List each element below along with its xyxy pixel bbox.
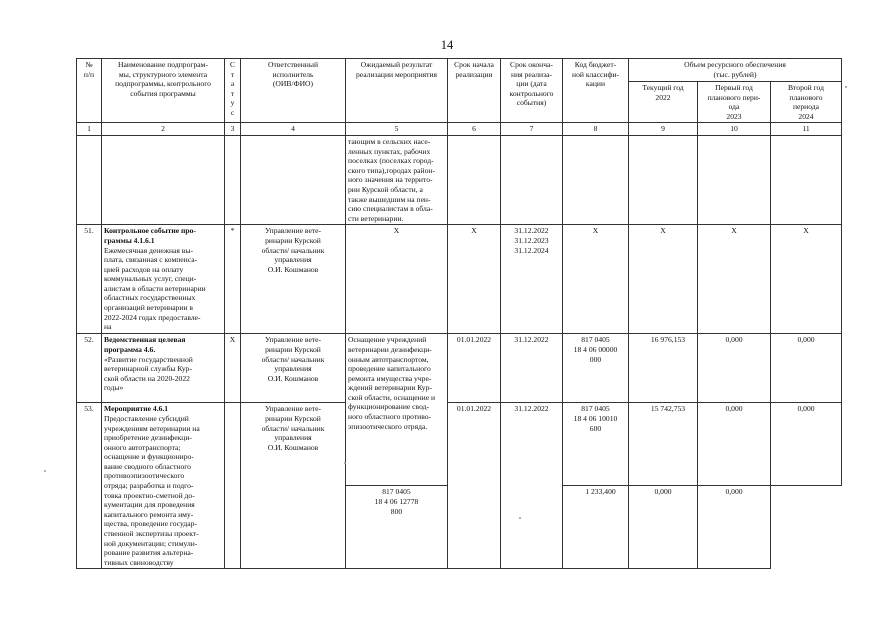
column-number: 4 bbox=[241, 123, 346, 136]
row-start-date: X bbox=[448, 225, 501, 334]
table-row bbox=[77, 334, 842, 403]
header-year-2023: Первый год планового пери- ода 2023 bbox=[698, 82, 771, 123]
column-number: 9 bbox=[629, 123, 698, 136]
row-end-date: 31.12.2022 bbox=[501, 334, 563, 403]
row-status bbox=[225, 135, 241, 224]
row-amount-2023: 0,000 bbox=[698, 403, 771, 486]
column-number: 11 bbox=[771, 123, 842, 136]
row-name: Ежемесячная денежная вы- плата, связанная с компенса- цией расходов на оплату коммунальных услуг, специ- алистам в области ветеринарии областных государственных организаций ветеринарии в 2022-2024 годах предоставле- на bbox=[104, 245, 206, 332]
column-number: 6 bbox=[448, 123, 501, 136]
header-start-date: Срок начала реализации bbox=[448, 59, 501, 123]
row-name-cell bbox=[102, 225, 225, 334]
row-budget-code: 817 0405 18 4 06 12778 800 bbox=[346, 486, 448, 569]
header-end-date: Срок оконча- ния реализа- ции (дата контрольного события) bbox=[501, 59, 563, 123]
row-expected-result: тающим в сельских насе- ленных пунктах, рабочих поселках (поселках город- ского типа),городах район- ного значения на террито- рии Курской области, а также вышедшим на пен- сию специалистам в обла- сти ветеринарии. bbox=[346, 135, 448, 224]
row-number: 51. bbox=[77, 225, 102, 334]
row-status bbox=[225, 403, 241, 569]
row-amount-2023: 0,000 bbox=[629, 486, 698, 569]
row-start-date: 01.01.2022 bbox=[448, 334, 501, 403]
column-number: 5 bbox=[346, 123, 448, 136]
row-amount-2022: 1 233,400 bbox=[563, 486, 629, 569]
scan-speck bbox=[845, 86, 847, 88]
scan-speck bbox=[44, 470, 46, 472]
column-number: 3 bbox=[225, 123, 241, 136]
row-name-title: Мероприятие 4.6.1 bbox=[104, 404, 169, 414]
row-amount-2024: 0,000 bbox=[771, 403, 842, 486]
row-budget-code: X bbox=[563, 225, 629, 334]
row-amount-2024 bbox=[771, 135, 842, 224]
header-executor: Ответственный исполнитель (ОИВ/ФИО) bbox=[241, 59, 346, 123]
table-row bbox=[77, 225, 842, 334]
row-number: 52. bbox=[77, 334, 102, 403]
row-amount-2022: 16 976,153 bbox=[629, 334, 698, 403]
row-budget-code: 817 0405 18 4 06 10010 600 bbox=[563, 403, 629, 486]
row-amount-2022: X bbox=[629, 225, 698, 334]
table-row bbox=[77, 135, 842, 224]
table-header-row bbox=[77, 59, 842, 82]
row-amount-2024: 0,000 bbox=[771, 334, 842, 403]
header-name: Наименование подпрограм- мы, структурного элемента подпрограммы, контрольного события программы bbox=[102, 59, 225, 123]
row-budget-code bbox=[563, 135, 629, 224]
table-row bbox=[77, 403, 842, 486]
page-number: 14 bbox=[440, 38, 454, 52]
row-amount-2022 bbox=[629, 135, 698, 224]
column-numbers-row bbox=[77, 123, 842, 136]
row-executor: Управление вете- ринарии Курской области/ начальник управления О.И. Кошманов bbox=[241, 334, 346, 403]
row-number: 53. bbox=[77, 403, 102, 569]
row-status: * bbox=[225, 225, 241, 334]
header-status: С т а т у с bbox=[225, 59, 241, 123]
row-end-date: 31.12.2022 31.12.2023 31.12.2024 bbox=[501, 225, 563, 334]
row-amount-2022: 15 742,753 bbox=[629, 403, 698, 486]
row-amount-2023: 0,000 bbox=[698, 334, 771, 403]
row-name-cell bbox=[102, 334, 225, 403]
program-plan-table bbox=[76, 58, 842, 569]
row-amount-2023: X bbox=[698, 225, 771, 334]
row-start-date: 01.01.2022 bbox=[448, 403, 501, 569]
column-number: 2 bbox=[102, 123, 225, 136]
row-end-date bbox=[501, 135, 563, 224]
column-number: 10 bbox=[698, 123, 771, 136]
header-expected-result: Ожидаемый результат реализации мероприятия bbox=[346, 59, 448, 123]
row-number bbox=[77, 135, 102, 224]
row-start-date bbox=[448, 135, 501, 224]
column-number: 1 bbox=[77, 123, 102, 136]
row-expected-result: Оснащение учреждений ветеринарии дезинфекци- онным автотранспортом, проведение капитального ремонта имущества учре- ждений ветеринарии Кур- ской области, оснащение и функционирование свод- ного областного противо- эпизоотического отряда. bbox=[346, 334, 448, 486]
scan-speck bbox=[344, 462, 346, 464]
header-resource-group: Объем ресурсного обеспечения (тыс. рублей) bbox=[629, 59, 842, 82]
row-executor: Управление вете- ринарии Курской области/ начальник управления О.И. Кошманов bbox=[241, 225, 346, 334]
header-number: № п/п bbox=[77, 59, 102, 123]
scan-speck bbox=[519, 517, 521, 519]
row-name bbox=[102, 135, 225, 224]
header-budget-code: Код бюджет- ной классифи- кации bbox=[563, 59, 629, 123]
row-status: X bbox=[225, 334, 241, 403]
row-executor bbox=[241, 135, 346, 224]
row-name: «Развитие государственной ветеринарной службы Кур- ской области на 2020-2022 годы» bbox=[104, 354, 193, 393]
row-amount-2024: X bbox=[771, 225, 842, 334]
row-amount-2023 bbox=[698, 135, 771, 224]
row-expected-result: X bbox=[346, 225, 448, 334]
header-year-2022: Текущий год 2022 bbox=[629, 82, 698, 123]
column-number: 8 bbox=[563, 123, 629, 136]
row-budget-code: 817 0405 18 4 06 00000 000 bbox=[563, 334, 629, 403]
header-year-2024: Второй год планового периода 2024 bbox=[771, 82, 842, 123]
row-end-date: 31.12.2022 bbox=[501, 403, 563, 569]
row-name-title: Ведомственная целевая программа 4.6. bbox=[104, 335, 186, 354]
row-name: Предоставление субсидий учреждениям ветеринарии на приобретение дезинфекци- онного автотранспорта; оснащение и функциониро- вание сводного областного противоэпизоотического отряда; разработка и подго- товка проектно-сметной до- кументации для проведения капитального ремонта иму- щества, проведение государ- ственной экспертизы проект- ной документации; стимули- рование развития альтерна- тивных свиноводству bbox=[104, 413, 200, 567]
column-number: 7 bbox=[501, 123, 563, 136]
row-name-cell bbox=[102, 403, 225, 569]
row-name-title: Контрольное событие про- граммы 4.1.6.1 bbox=[104, 226, 196, 245]
row-amount-2024: 0,000 bbox=[698, 486, 771, 569]
row-executor: Управление вете- ринарии Курской области/ начальник управления О.И. Кошманов bbox=[241, 403, 346, 569]
